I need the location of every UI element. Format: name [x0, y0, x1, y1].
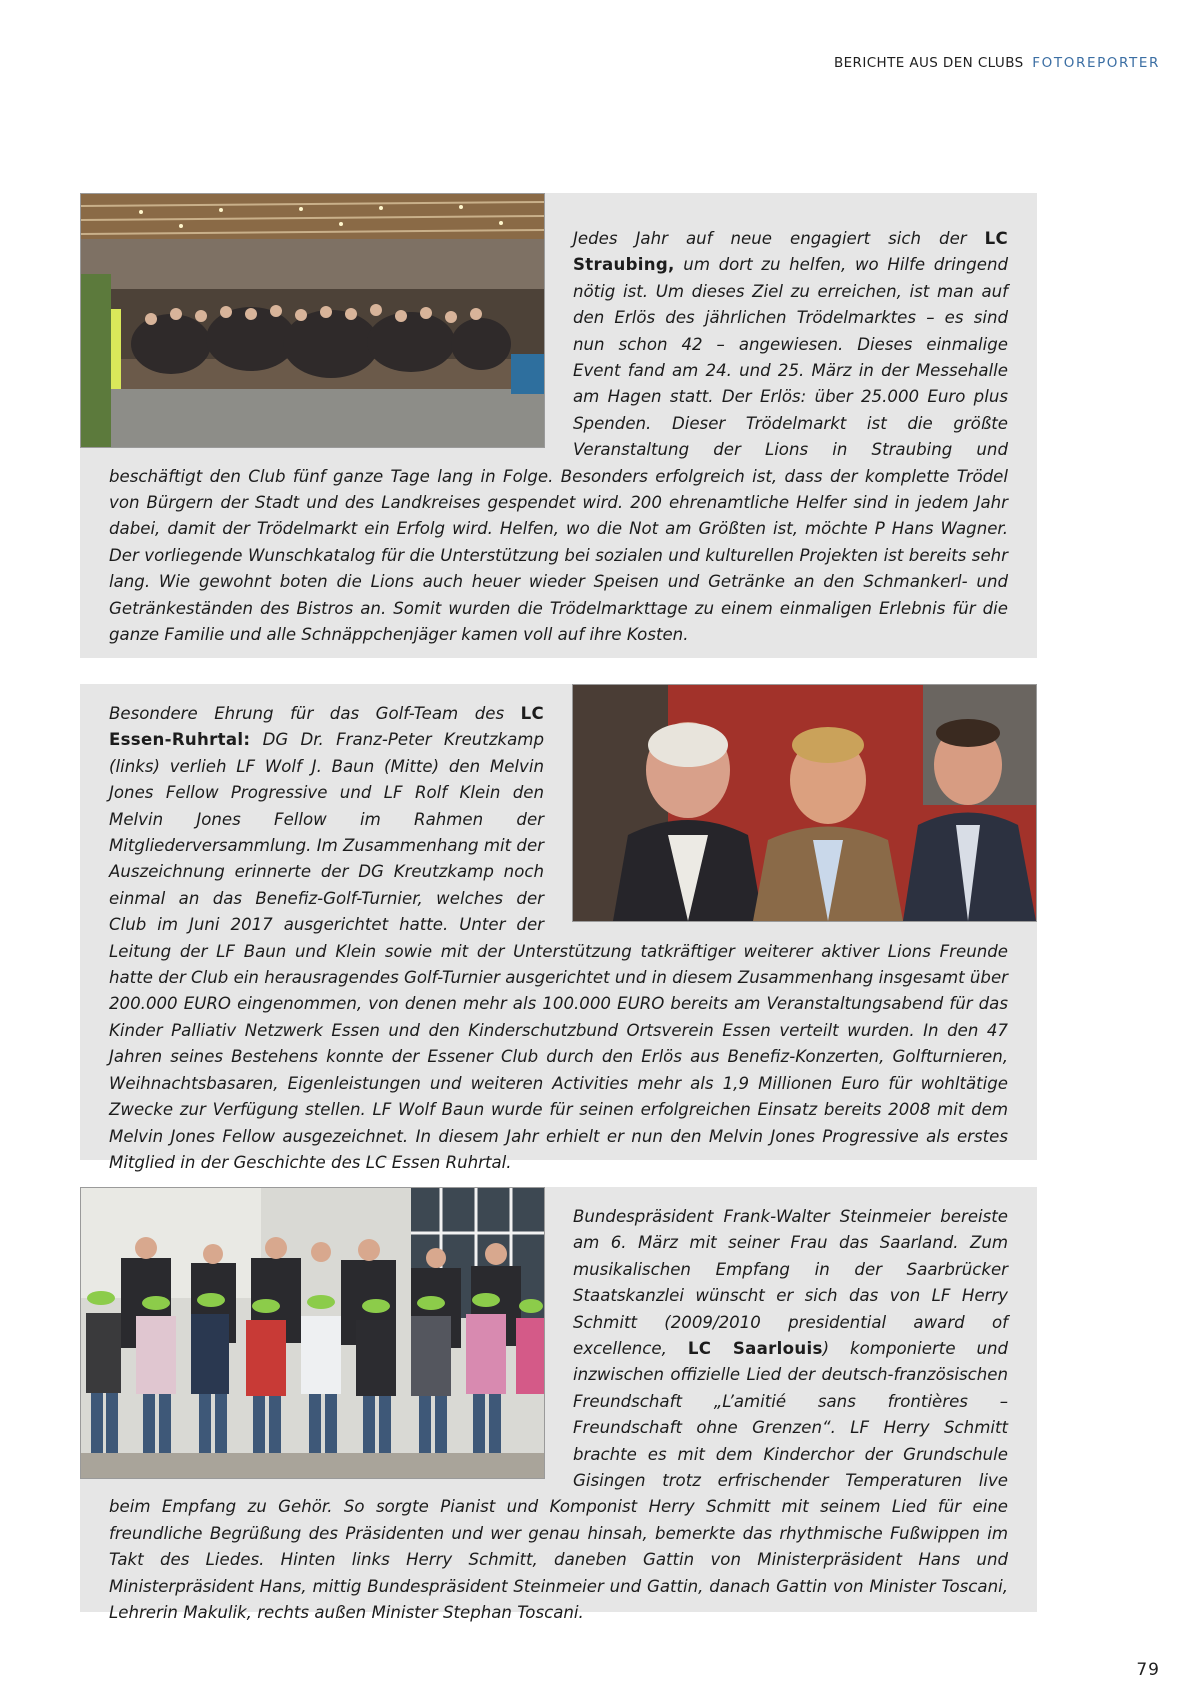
page-number: 79: [1136, 1660, 1160, 1680]
club-name-saarlouis: LC Saarlouis: [687, 1339, 823, 1359]
article-essen-body: DG Dr. Franz-Peter Kreutzkamp (links) verlieh LF Wolf J. Baun (Mitte) den Melvin Jones Fellow Progressive und LF Rolf Klein den Melvin Jones Fellow im Rahmen der Mitgliederversammlung. Im Zusammenhang mit der Auszeichnung erinnerte der DG Kreutzkamp noch einmal an das Benefiz-Golf-Turnier, welches der Club im Juni 2017 ausgerichtet hatte. Unter der Leitung der LF Baun und Klein sowie mit der Unterstützung tatkräftiger weiterer aktiver Lions Freunde hatte der Club ein herausragendes Golf-Turnier ausgerichtet und in diesem Zusammenhang insgesamt über 200.000 EURO eingenommen, von denen mehr als 100.000 EURO bereits am Veranstaltungsabend für das Kinder Palliativ Netzwerk Essen und den Kinderschutzbund Ortsverein Essen verteilt wurden. In den 47 Jahren seines Bestehens konnte der Essener Club durch den Erlös aus Benefiz-Konzerten, Golfturnieren, Weihnachtsbasaren, Eigenleistungen und weiteren Activities mehr als 1,9 Millionen Euro für wohltätige Zwecke zur Verfügung stellen. LF Wolf Baun wurde für seinen erfolgreichen Einsatz bereits 2008 mit dem Melvin Jones Fellow ausgezeichnet. In diesem Jahr erhielt er nun den Melvin Jones Progressive als erstes Mitglied in der Geschichte des LC Essen Ruhrtal.: [109, 730, 1008, 1172]
header-section: BERICHTE AUS DEN CLUBS: [833, 55, 1024, 71]
article-saarlouis-lead: Bundespräsident Frank-Walter Steinmeier bereiste am 6. März mit seiner Frau das Saarland. Zum musikalischen Empfang in der Saarbrücker Staatskanzlei wünscht er sich das von LF Herry Schmitt (2009/2010 presidential award of excellence,: [573, 1207, 1008, 1359]
article-straubing-body: um dort zu helfen, wo Hilfe dringend nötig ist. Um dieses Ziel zu erreichen, ist man auf den Erlös des jährlichen Trödelmarktes – es sind nun schon 42 – angewiesen. Dieses einmalige Event fand am 24. und 25. März in der Messehalle am Hagen statt. Der Erlös: über 25.000 Euro plus Spenden. Dieser Trödelmarkt ist die größte Veranstaltung der Lions in Straubing und beschäftigt den Club fünf ganze Tage lang in Folge. Besonders erfolgreich ist, dass der komplette Trödel von Bürgern der Stadt und des Landkreises gespendet wird. 200 ehrenamtliche Helfer sind in jedem Jahr dabei, damit der Trödelmarkt ein Erfolg wird. Helfen, wo die Not am Größten ist, möchte P Hans Wagner. Der vorliegende Wunschkatalog für die Unterstützung bei sozialen und kulturellen Projekten ist bereits sehr lang. Wie gewohnt boten die Lions auch heuer wieder Speisen und Getränke an den Schmankerl- und Getränkeständen des Bistros an. Somit wurden die Trödelmarkttage zu einem einmaligen Erlebnis für die ganze Familie und alle Schnäppchenjäger kamen voll auf ihre Kosten.: [109, 255, 1009, 645]
running-header: [834, 55, 1160, 71]
photo-childrens-choir-reception: [80, 1187, 545, 1479]
photo-flea-market-group: [80, 193, 545, 448]
header-subsection: FOTOREPORTER: [1032, 55, 1160, 71]
club-name-essen-ruhrtal: LC Essen-Ruhrtal:: [109, 704, 544, 750]
article-essen-ruhrtal: [80, 684, 1037, 1172]
article-saarlouis-body: ) komponierte und inzwischen offizielle Lied der deutsch-französischen Freundschaft „L’amitié sans frontières – Freundschaft ohne Grenzen“. LF Herry Schmitt brachte es mit dem Kinderchor der Grundschule Gisingen trotz erfrischender Temperaturen live beim Empfang zu Gehör. So sorgte Pianist und Komponist Herry Schmitt mit seinem Lied für eine freundliche Begrüßung des Präsidenten und wer genau hinsah, bemerkte das rhythmische Fußwippen im Takt des Liedes. Hinten links Herry Schmitt, daneben Gattin von Ministerpräsident Hans und Ministerpräsident Hans, mittig Bundespräsident Steinmeier und Gattin, danach Gattin von Minister Toscani, Lehrerin Makulik, rechts außen Minister Stephan Toscani.: [109, 1339, 1009, 1623]
club-name-straubing: LC Straubing,: [573, 229, 1008, 275]
photo-golf-team-honors: [572, 684, 1037, 922]
article-saarlouis: [80, 1187, 1037, 1623]
article-straubing-lead: Jedes Jahr auf neue engagiert sich der: [573, 229, 967, 248]
article-essen-lead: Besondere Ehrung für das Golf-Team des: [109, 704, 505, 723]
article-straubing: [80, 193, 1037, 658]
